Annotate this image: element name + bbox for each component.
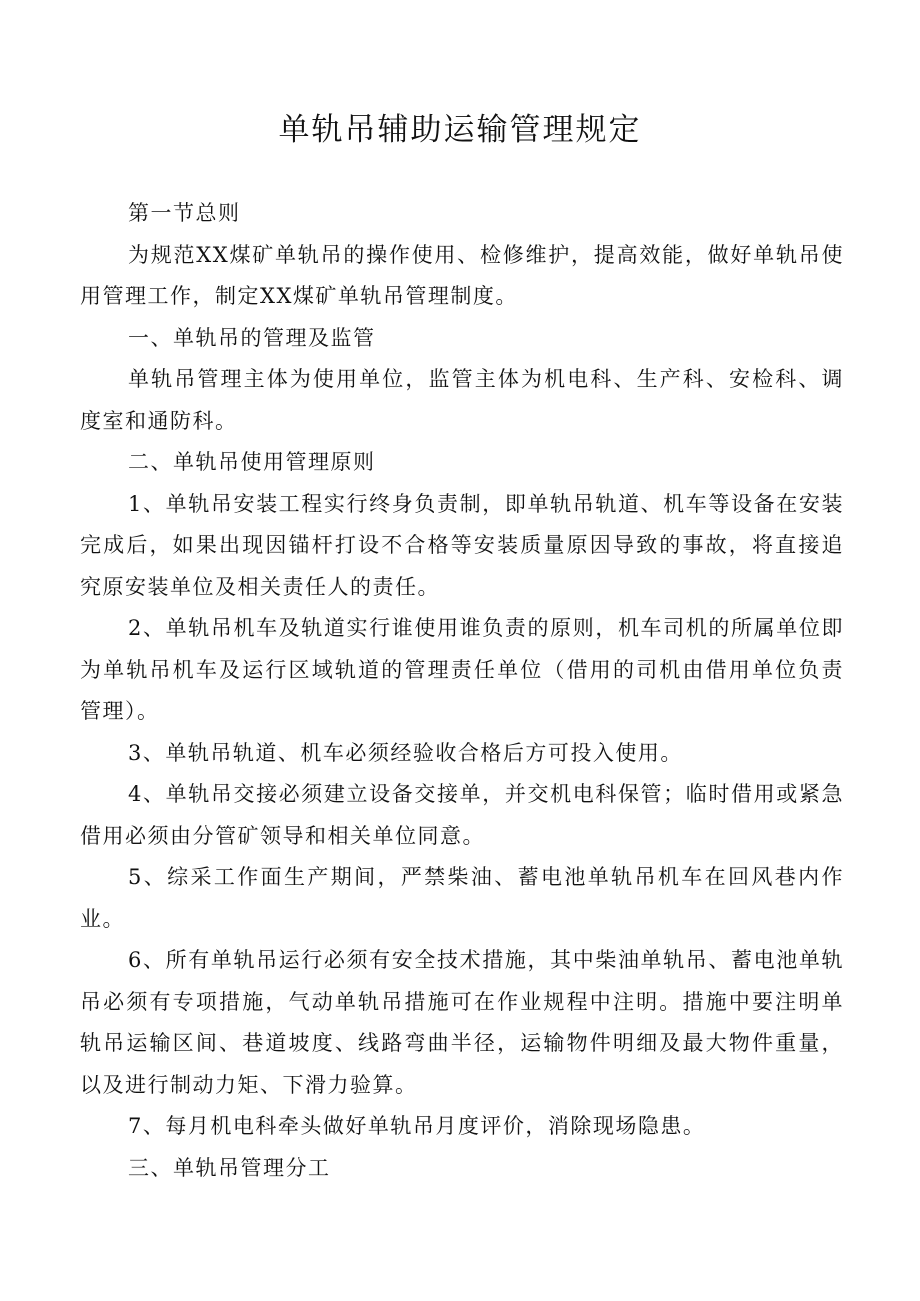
paragraph-purpose: 为规范XX煤矿单轨吊的操作使用、检修维护，提高效能，做好单轨吊使用管理工作，制定XX煤矿单轨吊管理制度。	[80, 242, 844, 308]
principle-item-6: 6、所有单轨吊运行必须有安全技术措施，其中柴油单轨吊、蓄电池单轨吊必须有专项措施，气动单轨吊措施可在作业规程中注明。措施中要注明单轨吊运输区间、巷道坡度、线路弯曲半径，运输物件明细及最大物件重量，以及进行制动力矩、下滑力验算。	[80, 948, 844, 1097]
section-heading-management-supervision: 一、单轨吊的管理及监管	[128, 325, 376, 350]
principle-item-7: 7、每月机电科牵头做好单轨吊月度评价，消除现场隐患。	[128, 1114, 706, 1138]
section-heading-general: 第一节总则	[128, 201, 241, 225]
section-heading-usage-principles: 二、单轨吊使用管理原则	[128, 450, 376, 474]
principle-item-4: 4、单轨吊交接必须建立设备交接单，并交机电科保管；临时借用或紧急借用必须由分管矿领导和相关单位同意。	[80, 782, 844, 848]
document-title: 单轨吊辅助运输管理规定	[278, 112, 642, 148]
principle-item-5: 5、综采工作面生产期间，严禁柴油、蓄电池单轨吊机车在回风巷内作业。	[80, 865, 844, 931]
principle-item-1: 1、单轨吊安装工程实行终身负责制，即单轨吊轨道、机车等设备在安装完成后，如果出现因锚杆打设不合格等安装质量原因导致的事故，将直接追究原安装单位及相关责任人的责任。	[80, 491, 844, 599]
section-heading-division-of-work: 三、单轨吊管理分工	[128, 1155, 331, 1180]
principle-item-2: 2、单轨吊机车及轨道实行谁使用谁负责的原则，机车司机的所属单位即为单轨吊机车及运行区域轨道的管理责任单位（借用的司机由借用单位负责管理）。	[80, 616, 844, 723]
principle-item-3: 3、单轨吊轨道、机车必须经验收合格后方可投入使用。	[128, 740, 683, 765]
paragraph-management-subject: 单轨吊管理主体为使用单位，监管主体为机电科、生产科、安检科、调度室和通防科。	[80, 367, 844, 433]
document-body	[80, 193, 844, 1189]
